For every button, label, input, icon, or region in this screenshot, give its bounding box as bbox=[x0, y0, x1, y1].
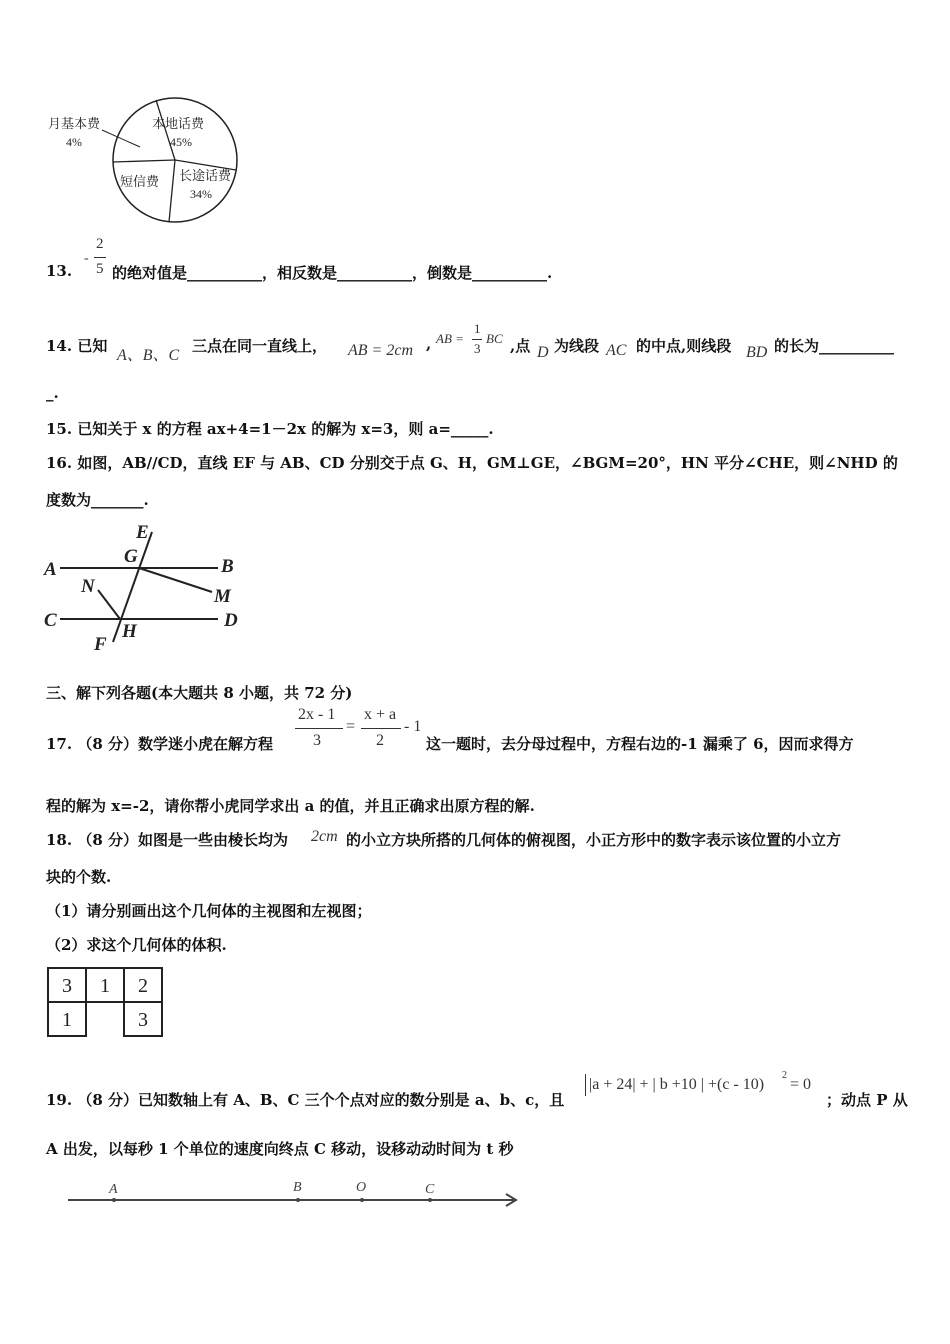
pie-pct-long: 34% bbox=[190, 187, 212, 201]
number-line-figure bbox=[60, 1175, 530, 1219]
grid-value-r2c1: 1 bbox=[62, 1009, 72, 1031]
label-b: B bbox=[221, 556, 234, 577]
q19-formula-bar-left bbox=[585, 1074, 586, 1096]
q14-text-5: 的长为__________ bbox=[774, 337, 895, 355]
q17-fraction-1-numerator: 2x - 1 bbox=[298, 706, 336, 723]
label-point-c: C bbox=[425, 1182, 435, 1197]
q14-text-1: 三点在同一直线上， bbox=[192, 337, 328, 355]
q14-eq2-right: BC bbox=[486, 331, 503, 346]
q19-formula: |a + 24| + | b +10 | +(c - 10) bbox=[589, 1076, 765, 1093]
q14-eq2-left: AB = bbox=[436, 331, 464, 346]
label-c: C bbox=[44, 610, 57, 631]
label-e: E bbox=[136, 522, 149, 543]
grid-value-r1c1: 3 bbox=[62, 975, 72, 997]
label-n: N bbox=[81, 576, 95, 597]
q19-formula-exponent: 2 bbox=[782, 1070, 787, 1081]
pie-label-basic: 月基本费 bbox=[48, 116, 101, 131]
pie-divider-left bbox=[113, 160, 175, 162]
point-o bbox=[360, 1198, 364, 1202]
point-c bbox=[428, 1198, 432, 1202]
q13-number: 13. bbox=[46, 262, 73, 280]
label-point-o: O bbox=[356, 1180, 367, 1195]
q14-comma: , bbox=[426, 335, 432, 353]
point-a bbox=[112, 1198, 116, 1202]
label-a: A bbox=[44, 559, 57, 580]
q17-postfix: 这一题时，去分母过程中，方程右边的-1 漏乘了 6，因而求得方 bbox=[426, 735, 854, 753]
ray-gm bbox=[139, 568, 212, 592]
q13-text: 的绝对值是__________，相反数是__________，倒数是__________. bbox=[112, 264, 553, 282]
q14-continuation: _. bbox=[46, 384, 59, 402]
grid-value-r2c3: 3 bbox=[138, 1009, 148, 1031]
pie-leader-line bbox=[102, 130, 140, 147]
q19-prefix: 19. （8 分）已知数轴上有 A、B、C 三个个点对应的数分别是 a、b、c，且 bbox=[46, 1091, 565, 1109]
pie-label-local: 本地话费 bbox=[152, 116, 205, 131]
q14-eq2-fraction-numerator: 1 bbox=[474, 321, 481, 336]
q18-postfix: 的小立方块所搭的几何体的俯视图，小正方形中的数字表示该位置的小立方 bbox=[346, 831, 842, 849]
label-point-a: A bbox=[109, 1182, 118, 1197]
q17-fraction-2-bar bbox=[361, 728, 401, 729]
q14-number: 14. 已知 bbox=[46, 337, 108, 355]
q14-segment-ac: AC bbox=[606, 342, 627, 359]
ray-hn bbox=[98, 590, 120, 619]
q14-text-2: ,点 bbox=[510, 337, 531, 355]
label-f: F bbox=[94, 634, 107, 655]
q14-point-d: D bbox=[537, 344, 549, 361]
q13-fraction-denominator: 5 bbox=[96, 261, 104, 277]
q14-eq2-fraction-bar bbox=[472, 339, 482, 340]
q13-fraction-sign: - bbox=[84, 251, 89, 266]
q18-sub-question-2: （2）求这个几何体的体积. bbox=[46, 936, 227, 954]
q17-fraction-1-denominator: 3 bbox=[313, 732, 321, 749]
parallel-lines-figure bbox=[40, 520, 260, 660]
q15-text: 15. 已知关于 x 的方程 ax+4=1－2x 的解为 x=3，则 a=_____. bbox=[46, 420, 494, 438]
q18-sub-question-1: （1）请分别画出这个几何体的主视图和左视图； bbox=[46, 902, 372, 920]
q14-text-4: 的中点,则线段 bbox=[636, 337, 732, 355]
q19-line-2: A 出发，以每秒 1 个单位的速度向终点 C 移动，设移动动时间为 t 秒 bbox=[46, 1140, 514, 1158]
q14-text-3: 为线段 bbox=[554, 337, 600, 355]
q17-fraction-1-bar bbox=[295, 728, 343, 729]
q14-eq1: AB = 2cm bbox=[348, 342, 413, 359]
q18-line-2: 块的个数. bbox=[46, 868, 112, 886]
label-point-b: B bbox=[293, 1180, 302, 1195]
q16-line-1: 16. 如图，AB//CD，直线 EF 与 AB、CD 分别交于点 G、H，GM⊥GE，∠BGM=20°，HN 平分∠CHE，则∠NHD 的 bbox=[46, 454, 898, 472]
section-3-title: 三、解下列各题(本大题共 8 小题，共 72 分) bbox=[46, 684, 353, 702]
label-d: D bbox=[224, 610, 238, 631]
q14-segment-bd: BD bbox=[746, 344, 768, 361]
q19-formula-tail: = 0 bbox=[790, 1076, 812, 1093]
pie-label-long: 长途话费 bbox=[179, 168, 232, 183]
grid-value-r1c2: 1 bbox=[100, 975, 110, 997]
pie-label-sms: 短信费 bbox=[120, 174, 160, 189]
q16-line-2: 度数为_______. bbox=[46, 491, 149, 509]
pie-chart-figure bbox=[40, 92, 260, 232]
q17-prefix: 17. （8 分）数学迷小虎在解方程 bbox=[46, 735, 273, 753]
pie-divider-bottom bbox=[169, 160, 175, 222]
q17-fraction-2-numerator: x + a bbox=[364, 706, 397, 723]
pie-pct-local: 45% bbox=[170, 135, 192, 149]
label-g: G bbox=[124, 546, 138, 567]
q17-fraction-2-denominator: 2 bbox=[376, 732, 384, 749]
top-view-grid-figure bbox=[44, 964, 168, 1042]
q18-prefix: 18. （8 分）如图是一些由棱长均为 bbox=[46, 831, 288, 849]
q18-unit: 2cm bbox=[311, 828, 338, 845]
q17-equals: = bbox=[346, 718, 356, 735]
q19-postfix: ；动点 P 从 bbox=[826, 1091, 908, 1109]
q14-points: A、B、C bbox=[117, 347, 180, 364]
label-h: H bbox=[122, 621, 137, 642]
pie-pct-basic: 4% bbox=[66, 135, 82, 149]
q17-tail: - 1 bbox=[404, 718, 422, 735]
q13-fraction-bar bbox=[94, 257, 106, 258]
q13-fraction-numerator: 2 bbox=[96, 236, 104, 252]
point-b bbox=[296, 1198, 300, 1202]
grid-value-r1c3: 2 bbox=[138, 975, 148, 997]
label-m: M bbox=[214, 586, 231, 607]
q14-eq2-fraction-denominator: 3 bbox=[474, 341, 481, 356]
q17-line-2: 程的解为 x=-2，请你帮小虎同学求出 a 的值，并且正确求出原方程的解. bbox=[46, 797, 535, 815]
